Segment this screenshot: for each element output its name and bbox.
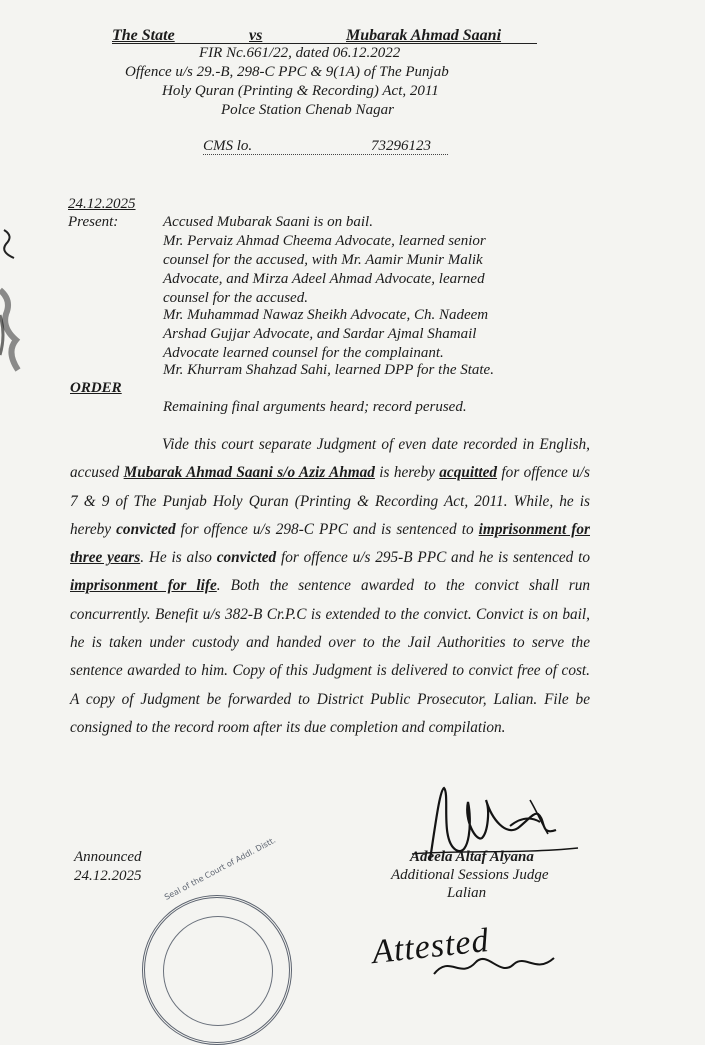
present-line-1: Accused Mubarak Saani is on bail. (163, 214, 373, 230)
order-text-segment: . He is also (140, 549, 217, 567)
judge-name: Adeela Altaf Alyana (410, 849, 534, 865)
announced-label: Announced (74, 849, 142, 865)
order-emphasis: convicted (116, 520, 176, 538)
seal-text: Seal of the Court of Addl. Distt. (163, 835, 278, 902)
cms-number: 73296123 (371, 138, 431, 154)
present-line-6: Mr. Muhammad Nawaz Sheikh Advocate, Ch. Nadeem (163, 307, 489, 323)
police-station-line: Polce Station Chenab Nagar (221, 102, 394, 118)
order-paragraph (70, 431, 590, 742)
order-heading: ORDER (70, 380, 122, 396)
order-text-segment: for offence u/s 7 & 9 of The Punjab Holy Quran (Printing & Recording Act, 2011. While, he is hereby (70, 464, 590, 538)
attested-note: Attested (370, 921, 492, 972)
order-text-segment: for offence u/s 298-C PPC and is sentenced to (175, 520, 479, 538)
judge-station: Lalian (447, 885, 487, 901)
case-versus: vs (249, 27, 263, 44)
fir-line: FIR Nc.661/22, dated 06.12.2022 (199, 45, 401, 61)
present-line-3: counsel for the accused, with Mr. Aamir Munir Malik (163, 252, 483, 268)
order-emphasis: convicted (216, 549, 277, 567)
cms-label: CMS lo. (203, 138, 253, 154)
case-title-right: Mubarak Ahmad Saani (346, 27, 502, 44)
present-line-4: Advocate, and Mirza Adeel Ahmad Advocate, learned (163, 271, 485, 287)
order-emphasis: imprisonment for three years (70, 520, 590, 567)
court-seal (142, 835, 292, 1045)
present-line-7: Arshad Gujjar Advocate, and Sardar Ajmal Shamail (163, 326, 477, 342)
present-line-2: Mr. Pervaiz Ahmad Cheema Advocate, learned senior (163, 233, 486, 249)
present-line-5: counsel for the accused. (163, 290, 308, 306)
present-label: Present: (68, 214, 119, 230)
present-line-9: Mr. Khurram Shahzad Sahi, learned DPP for the State. (163, 362, 494, 378)
order-text-segment: is hereby (374, 464, 440, 482)
offence-line-1: Offence u/s 29.-B, 298-C PPC & 9(1A) of The Punjab (125, 64, 449, 80)
edge-scan-marks (0, 0, 40, 979)
order-emphasis: acquitted (439, 464, 498, 482)
announced-date: 24.12.2025 (74, 868, 142, 884)
order-text-segment: . Both the sentence awarded to the convict shall run concurrently. Benefit u/s 382-B Cr.P.C is extended to the convict. Convict is on bail, he is taken under custody and handed over to the Jail Authorities to serve the sentence awarded to him. Copy of this Judgment is delivered to convict free of cost. A copy of Judgment be forwarded to District Public Prosecutor, Lalian. File be consigned to the record room after its due completion and compilation. (70, 577, 591, 736)
hearing-date: 24.12.2025 (68, 196, 136, 212)
order-intro: Remaining final arguments heard; record perused. (163, 399, 467, 415)
order-text-segment: Vide this court separate Judgment of even date recorded in English, accused (70, 436, 590, 482)
judge-title: Additional Sessions Judge (391, 867, 549, 883)
attested-scribble (430, 944, 560, 984)
case-title-left: The State (112, 27, 175, 44)
present-line-8: Advocate learned counsel for the complainant. (163, 345, 444, 361)
offence-line-2: Holy Quran (Printing & Recording) Act, 2011 (162, 83, 439, 99)
order-emphasis: imprisonment for life (70, 577, 217, 595)
order-text-segment: for offence u/s 295-B PPC and he is sentenced to (276, 549, 590, 567)
order-emphasis: Mubarak Ahmad Saani s/o Aziz Ahmad (123, 464, 375, 482)
